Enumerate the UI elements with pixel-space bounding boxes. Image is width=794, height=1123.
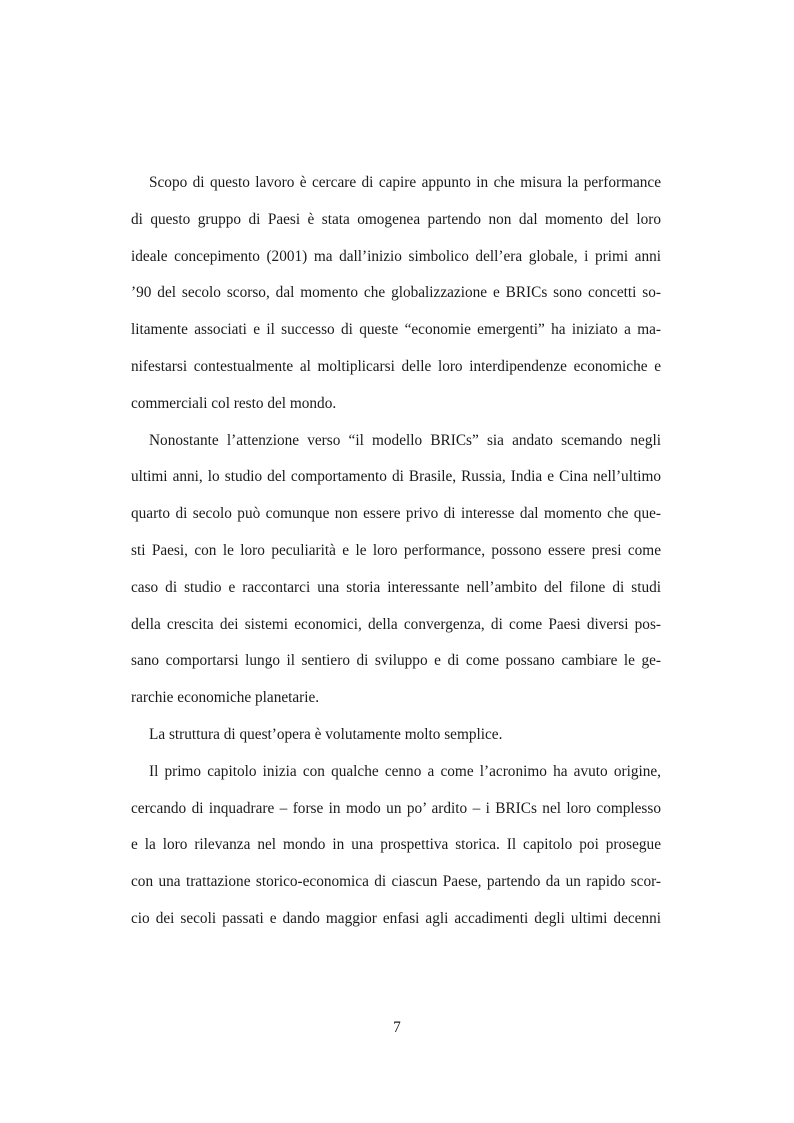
paragraph-2-line-3: quarto di secolo può comunque non essere privo di interesse dal momento che que- [131, 505, 661, 523]
paragraph-1-line-6: nifestarsi contestualmente al moltiplicarsi delle loro interdipendenze economiche e [131, 357, 661, 375]
paragraph-1-line-4: ’90 del secolo scorso, dal momento che globalizzazione e BRICs sono concetti so- [131, 284, 661, 302]
paragraph-1-line-7: commerciali col resto del mondo. [131, 394, 337, 412]
paragraph-3-line-1: La struttura di quest’opera è volutamente molto semplice. [149, 725, 503, 743]
paragraph-1-line-3: ideale concepimento (2001) ma dall’inizio simbolico dell’era globale, i primi anni [131, 247, 661, 265]
paragraph-2-line-2: ultimi anni, lo studio del comportamento di Brasile, Russia, India e Cina nell’ultimo [131, 468, 661, 486]
paragraph-2-line-8: rarchie economiche planetarie. [131, 689, 320, 707]
body-text [131, 165, 661, 938]
paragraph-1-line-1: Scopo di questo lavoro è cercare di capire appunto in che misura la performance [149, 174, 661, 191]
paragraph-2-line-4: sti Paesi, con le loro peculiarità e le loro performance, possono essere presi come [131, 541, 661, 559]
paragraph-2-line-7: sano comportarsi lungo il sentiero di sviluppo e di come possano cambiare le ge- [131, 652, 661, 670]
paragraph-4-line-1: Il primo capitolo inizia con qualche cenno a come l’acronimo ha avuto origine, [149, 762, 661, 780]
page-number: 7 [393, 1019, 401, 1036]
paragraph-1-line-5: litamente associati e il successo di queste “economie emergenti” ha iniziato a ma- [131, 321, 661, 339]
paragraph-4-line-5: cio dei secoli passati e dando maggior enfasi agli accadimenti degli ultimi decenni [131, 909, 661, 927]
paragraph-4-line-3: e la loro rilevanza nel mondo in una prospettiva storica. Il capitolo poi prosegue [131, 836, 661, 854]
paragraph-2-line-5: caso di studio e raccontarci una storia interessante nell’ambito del filone di studi [131, 578, 661, 596]
paragraph-4-line-2: cercando di inquadrare – forse in modo un po’ ardito – i BRICs nel loro complesso [131, 799, 661, 817]
paragraph-4-line-4: con una trattazione storico-economica di ciascun Paese, partendo da un rapido scor- [131, 873, 661, 891]
paragraph-2-line-6: della crescita dei sistemi economici, della convergenza, di come Paesi diversi pos- [131, 615, 661, 633]
paragraph-1-line-2: di questo gruppo di Paesi è stata omogenea partendo non dal momento del loro [131, 210, 661, 228]
paragraph-2-line-1: Nonostante l’attenzione verso “il modello BRICs” sia andato scemando negli [149, 431, 661, 449]
